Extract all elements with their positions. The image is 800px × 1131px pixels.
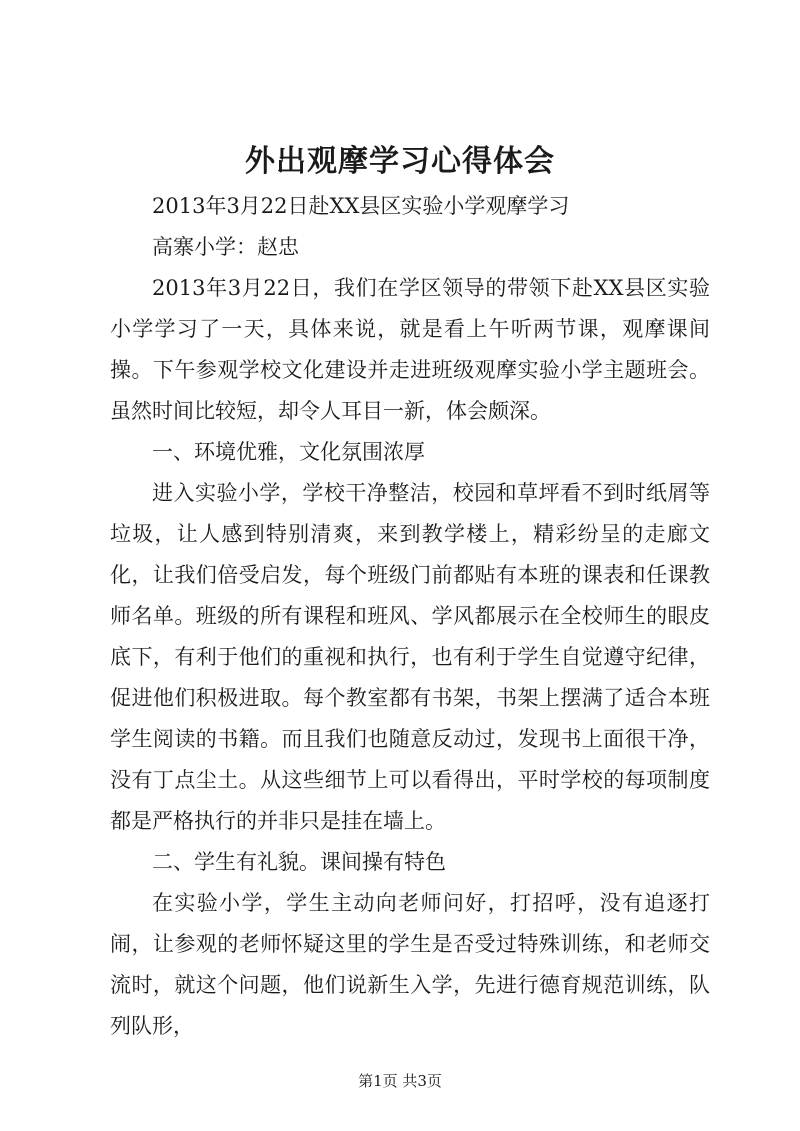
page-footer: 第1页 共3页: [358, 1072, 442, 1090]
section-heading-1: 一、环境优雅，文化氛围浓厚: [152, 440, 425, 464]
paragraph-section-1: 进入实验小学，学校干净整洁，校园和草坪看不到时纸屑等垃圾，让人感到特别清爽，来到教学楼上，精彩纷呈的走廊文化，让我们倍受启发，每个班级门前都贴有本班的课表和任课教师名单。班级的所有课程和班风、学风都展示在全校师生的眼皮底下，有利于他们的重视和执行，也有利于学生自觉遵守纪律，促进他们积极进取。每个教室都有书架，书架上摆满了适合本班学生阅读的书籍。而且我们也随意反动过，发现书上面很干净，没有丁点尘土。从这些细节上可以看得出，平时学校的每项制度都是严格执行的并非只是挂在墙上。: [110, 481, 710, 833]
document-body: [110, 186, 710, 1047]
paragraph-author: 高寨小学：赵忠: [152, 235, 299, 259]
section-heading-2: 二、学生有礼貌。课间操有特色: [152, 850, 446, 874]
paragraph-intro: 2013年3月22日，我们在学区领导的带领下赴XX县区实验小学学习了一天，具体来说，就是看上午听两节课，观摩课间操。下午参观学校文化建设并走进班级观摩实验小学主题班会。虽然时间比较短，却令人耳目一新，体会颇深。: [110, 276, 710, 423]
document-title: 外出观摩学习心得体会: [245, 144, 555, 179]
paragraph-section-2: 在实验小学，学生主动向老师问好，打招呼，没有追逐打闹，让参观的老师怀疑这里的学生是否受过特殊训练，和老师交流时，就这个问题，他们说新生入学，先进行德育规范训练，队列队形，: [110, 891, 710, 1038]
paragraph-subtitle: 2013年3月22日赴XX县区实验小学观摩学习: [152, 194, 570, 218]
